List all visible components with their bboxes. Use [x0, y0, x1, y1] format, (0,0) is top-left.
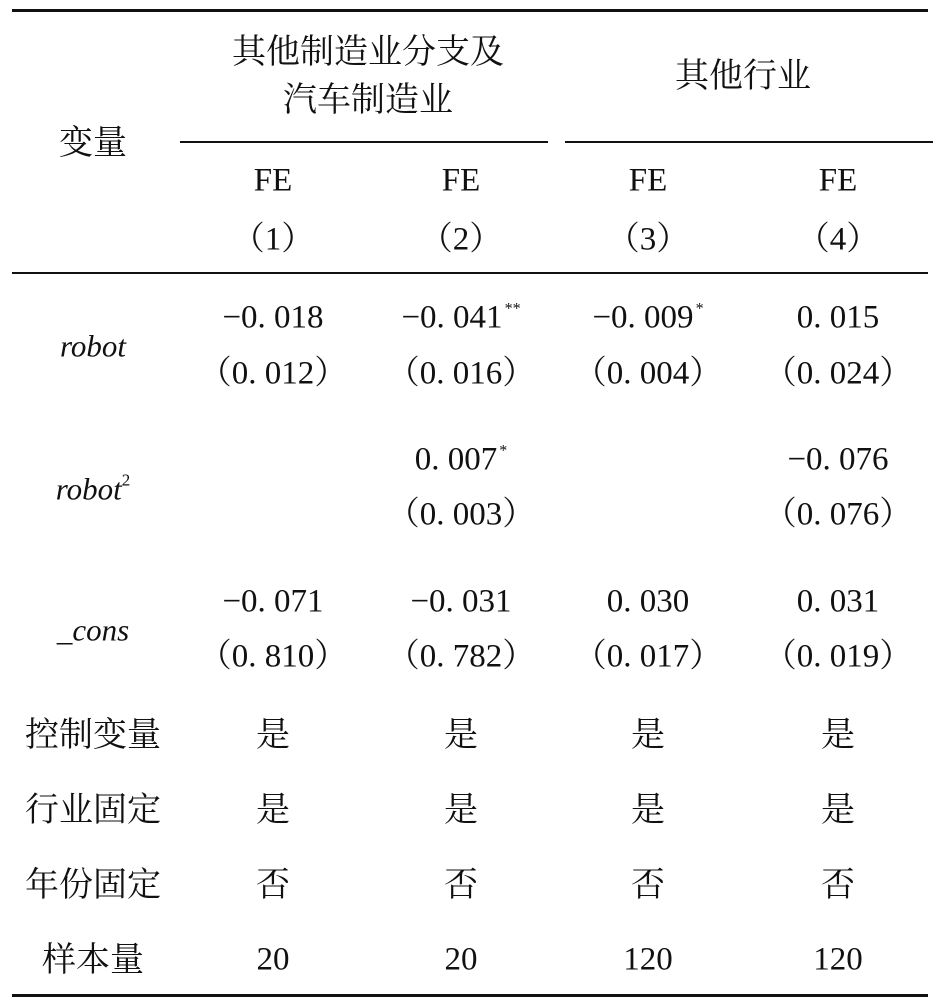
robot-se-3: （0. 004） [573, 355, 723, 392]
year-fe-value-4: 否 [821, 865, 855, 905]
model-label-3: FE [628, 162, 668, 199]
constant-se-2: （0. 782） [386, 638, 536, 675]
sample-size-label: 样本量 [42, 940, 144, 980]
constant-coef-4: 0. 031 [796, 583, 880, 620]
year-fe-value-3: 否 [631, 865, 665, 905]
top-rule [12, 9, 928, 12]
group1-header [232, 28, 504, 124]
industry-fe-value-4: 是 [821, 790, 855, 830]
group1-header-line2: 汽车制造业 [283, 80, 453, 120]
group2-underline [565, 141, 933, 143]
robot-squared-se-2: （0. 003） [386, 496, 536, 533]
controls-value-2: 是 [444, 715, 478, 755]
controls-value-1: 是 [256, 715, 290, 755]
year-fe-value-1: 否 [256, 865, 290, 905]
variable-header: 变量 [59, 123, 127, 163]
column-number-4: （4） [796, 221, 880, 258]
robot-se-2: （0. 016） [386, 355, 536, 392]
controls-value-4: 是 [821, 715, 855, 755]
robot-coef-2: −0. 041 ** [401, 299, 521, 336]
constant-coef-3: 0. 030 [606, 583, 690, 620]
year-fe-label: 年份固定 [25, 865, 161, 905]
header-rule [12, 272, 928, 274]
robot-squared-coef-4: −0. 076 [787, 441, 889, 478]
constant-label: _cons [56, 612, 130, 648]
industry-fe-label: 行业固定 [25, 790, 161, 830]
industry-fe-value-1: 是 [256, 790, 290, 830]
constant-se-4: （0. 019） [763, 638, 913, 675]
controls-label: 控制变量 [25, 715, 161, 755]
bottom-rule [12, 994, 928, 997]
group2-header: 其他行业 [675, 56, 811, 96]
group1-underline [180, 141, 548, 143]
robot-squared-coef-2: 0. 007 * [414, 441, 508, 478]
industry-fe-value-2: 是 [444, 790, 478, 830]
sample-size-value-3: 120 [623, 941, 673, 978]
robot-coef-4: 0. 015 [796, 299, 880, 336]
robot-squared-label: robot$^2$ [55, 470, 131, 507]
significance-stars: ** [504, 300, 521, 318]
sample-size-value-2: 20 [444, 941, 478, 978]
model-label-1: FE [253, 162, 293, 199]
constant-coef-1: −0. 071 [222, 583, 324, 620]
robot-coef-3: −0. 009 * [592, 299, 704, 336]
robot-se-4: （0. 024） [763, 355, 913, 392]
year-fe-value-2: 否 [444, 865, 478, 905]
group1-header-line1: 其他制造业分支及 [232, 32, 504, 72]
column-number-2: （2） [419, 221, 503, 258]
controls-value-3: 是 [631, 715, 665, 755]
column-number-3: （3） [606, 221, 690, 258]
significance-stars: * [499, 442, 508, 460]
robot-squared-se-4: （0. 076） [763, 496, 913, 533]
constant-se-1: （0. 810） [198, 638, 348, 675]
constant-se-3: （0. 017） [573, 638, 723, 675]
robot-se-1: （0. 012） [198, 355, 348, 392]
robot-label: robot [59, 328, 127, 364]
constant-coef-2: −0. 031 [410, 583, 512, 620]
sample-size-value-1: 20 [256, 941, 290, 978]
model-label-2: FE [441, 162, 481, 199]
column-number-1: （1） [231, 221, 315, 258]
model-label-4: FE [818, 162, 858, 199]
sample-size-value-4: 120 [813, 941, 863, 978]
industry-fe-value-3: 是 [631, 790, 665, 830]
robot-coef-1: −0. 018 [222, 299, 324, 336]
significance-stars: * [695, 300, 704, 318]
